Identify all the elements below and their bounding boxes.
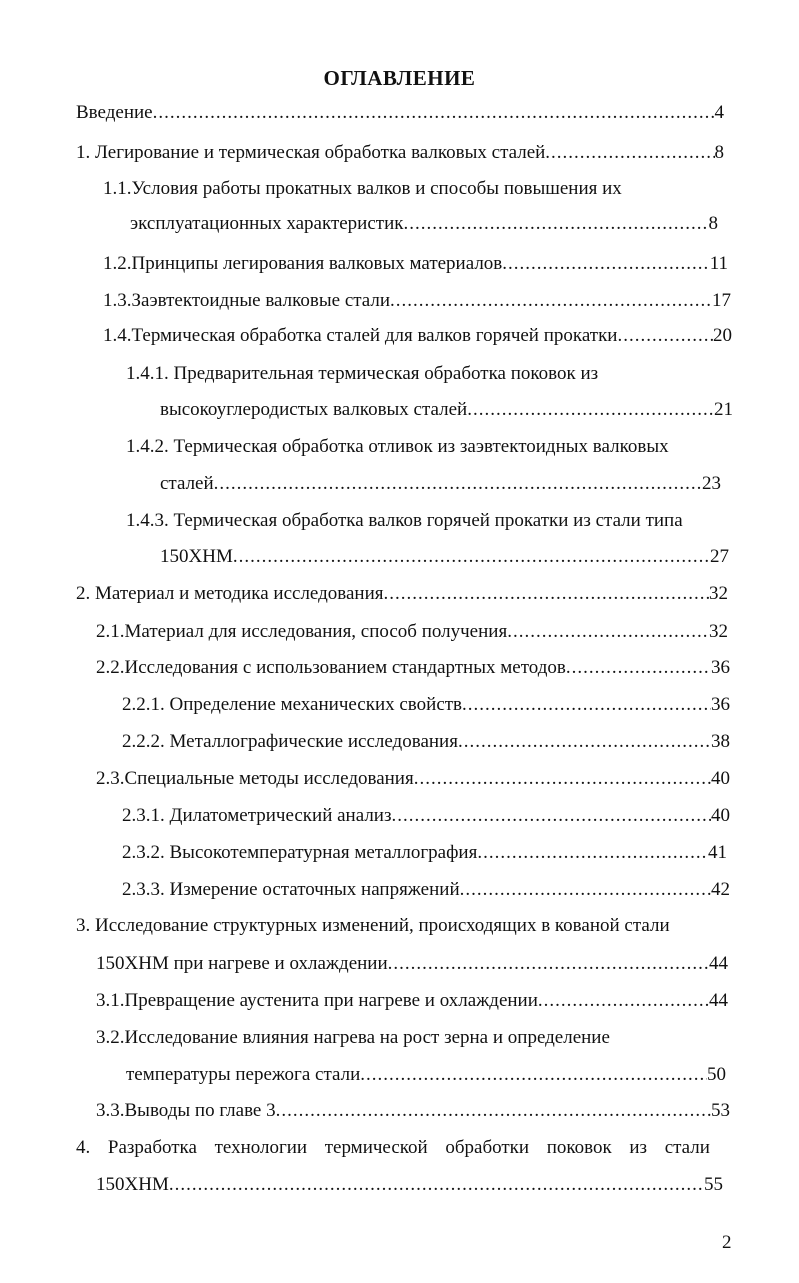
toc-entry-s1-2: [103, 251, 728, 277]
toc-entry-text: температуры пережога стали: [126, 1064, 361, 1085]
toc-entry-s1-4-1: [160, 397, 733, 423]
toc-entry-text: 3.1.Превращение аустенита при нагреве и охлаждении: [96, 990, 538, 1011]
toc-entry-text: 2. Материал и методика исследования: [76, 583, 384, 604]
toc-entry-page: 32: [709, 583, 728, 604]
toc-entry-s2-3-2: [122, 840, 727, 866]
toc-word: Разработка: [107, 1137, 197, 1158]
leader-dots: [458, 729, 711, 755]
toc-word: поковок: [546, 1137, 612, 1158]
leader-dots: [538, 988, 709, 1014]
toc-entry-text: 2.1.Материал для исследования, способ получения: [96, 621, 508, 642]
toc-entry-s1-4-1-line1: 1.4.1. Предварительная термическая обработка поковок из: [126, 363, 599, 384]
toc-title: ОГЛАВЛЕНИЕ: [323, 66, 476, 90]
toc-entry-page: 32: [709, 621, 728, 642]
toc-entry-text: 3.3.Выводы по главе 3: [96, 1100, 276, 1121]
leader-dots: [545, 140, 714, 166]
toc-entry-ch3: [96, 951, 728, 977]
leader-dots: [169, 1172, 704, 1198]
toc-entry-s1-1-line1: 1.1.Условия работы прокатных валков и способы повышения их: [103, 178, 622, 199]
toc-entry-page: 20: [713, 325, 732, 346]
leader-dots: [391, 803, 711, 829]
toc-entry-page: 11: [709, 253, 728, 274]
leader-dots: [360, 1062, 707, 1088]
leader-dots: [276, 1098, 711, 1124]
toc-entry-text: 2.2.Исследования с использованием стандартных методов: [96, 657, 566, 678]
toc-entry-text: 2.3.3. Измерение остаточных напряжений: [122, 879, 460, 900]
toc-entry-page: 40: [711, 768, 730, 789]
toc-entry-page: 27: [710, 546, 729, 567]
toc-entry-page: 40: [711, 805, 730, 826]
toc-entry-s2-3: [96, 766, 730, 792]
toc-entry-s1-4-3-line1: 1.4.3. Термическая обработка валков горячей прокатки из стали типа: [126, 510, 683, 531]
toc-entry-text: сталей: [160, 473, 214, 494]
toc-entry-s2-3-1: [122, 803, 730, 829]
toc-entry-page: 17: [712, 290, 731, 311]
toc-word: 4.: [76, 1137, 91, 1158]
toc-entry-s3-2: [126, 1062, 726, 1088]
leader-dots: [390, 288, 712, 314]
toc-entry-page: 44: [709, 953, 728, 974]
toc-entry-s2-2-2: [122, 729, 730, 755]
toc-word: технологии: [214, 1137, 308, 1158]
leader-dots: [214, 471, 702, 497]
toc-entry-ch2: [76, 581, 728, 607]
toc-word: обработки: [445, 1137, 530, 1158]
toc-entry-s2-3-3: [122, 877, 730, 903]
toc-entry-s1-4-2-line1: 1.4.2. Термическая обработка отливок из заэвтектоидных валковых: [126, 436, 669, 457]
toc-entry-page: 44: [709, 990, 728, 1011]
toc-entry-ch1: [76, 140, 724, 166]
leader-dots: [462, 692, 711, 718]
toc-entry-s1-4: [103, 323, 732, 349]
toc-entry-ch4: [96, 1172, 723, 1198]
toc-entry-page: 53: [711, 1100, 730, 1121]
toc-entry-page: 41: [708, 842, 727, 863]
toc-word: из: [629, 1137, 648, 1158]
leader-dots: [414, 766, 711, 792]
page-number: 2: [722, 1232, 732, 1253]
toc-entry-s1-3: [103, 288, 731, 314]
toc-entry-intro: [76, 100, 724, 126]
toc-entry-page: 42: [711, 879, 730, 900]
leader-dots: [477, 840, 708, 866]
leader-dots: [467, 397, 714, 423]
toc-entry-page: 21: [714, 399, 733, 420]
toc-entry-text: 1. Легирование и термическая обработка валковых сталей: [76, 142, 546, 163]
toc-entry-s3-2-line1: 3.2.Исследование влияния нагрева на рост зерна и определение: [96, 1027, 610, 1048]
toc-entry-page: 8: [714, 142, 724, 163]
toc-entry-ch3-line1: 3. Исследование структурных изменений, происходящих в кованой стали: [76, 915, 670, 936]
leader-dots: [507, 619, 709, 645]
toc-word: термической: [324, 1137, 428, 1158]
toc-entry-text: 2.2.1. Определение механических свойств: [122, 694, 463, 715]
leader-dots: [502, 251, 709, 277]
leader-dots: [617, 323, 713, 349]
toc-entry-s3-3: [96, 1098, 730, 1124]
toc-entry-text: 2.3.2. Высокотемпературная металлография: [122, 842, 478, 863]
toc-entry-page: 38: [711, 731, 730, 752]
toc-entry-page: 55: [704, 1174, 723, 1195]
toc-entry-text: 150ХНМ: [160, 546, 233, 567]
toc-entry-text: эксплуатационных характеристик: [130, 213, 404, 234]
leader-dots: [388, 951, 709, 977]
toc-entry-s2-2-1: [122, 692, 730, 718]
toc-entry-text: 1.3.Заэвтектоидные валковые стали: [103, 290, 391, 311]
toc-entry-text: 2.2.2. Металлографические исследования: [122, 731, 458, 752]
toc-entry-page: 23: [702, 473, 721, 494]
toc-entry-page: 50: [707, 1064, 726, 1085]
toc-entry-page: 8: [708, 213, 718, 234]
toc-entry-page: 4: [714, 102, 724, 123]
leader-dots: [384, 581, 709, 607]
toc-entry-text: 2.3.1. Дилатометрический анализ: [122, 805, 392, 826]
toc-entry-text: высокоуглеродистых валковых сталей: [160, 399, 468, 420]
toc-entry-s3-1: [96, 988, 728, 1014]
toc-word: стали: [664, 1137, 710, 1158]
toc-entry-text: 150ХНМ при нагреве и охлаждении: [96, 953, 388, 974]
leader-dots: [566, 655, 711, 681]
toc-entry-s1-4-2: [160, 471, 721, 497]
toc-entry-text: Введение: [76, 102, 153, 123]
toc-entry-s1-1: [130, 211, 718, 237]
leader-dots: [403, 211, 708, 237]
leader-dots: [460, 877, 711, 903]
toc-entry-text: 2.3.Специальные методы исследования: [96, 768, 414, 789]
toc-entry-page: 36: [711, 694, 730, 715]
toc-entry-text: 1.4.Термическая обработка сталей для валков горячей прокатки: [103, 325, 618, 346]
leader-dots: [233, 544, 710, 570]
toc-entry-text: 150ХНМ: [96, 1174, 169, 1195]
toc-entry-s1-4-3: [160, 544, 729, 570]
toc-entry-text: 1.2.Принципы легирования валковых материалов: [103, 253, 503, 274]
toc-entry-s2-2: [96, 655, 730, 681]
toc-entry-s2-1: [96, 619, 728, 645]
toc-entry-ch4-line1: [76, 1135, 710, 1161]
leader-dots: [153, 100, 715, 126]
toc-entry-page: 36: [711, 657, 730, 678]
